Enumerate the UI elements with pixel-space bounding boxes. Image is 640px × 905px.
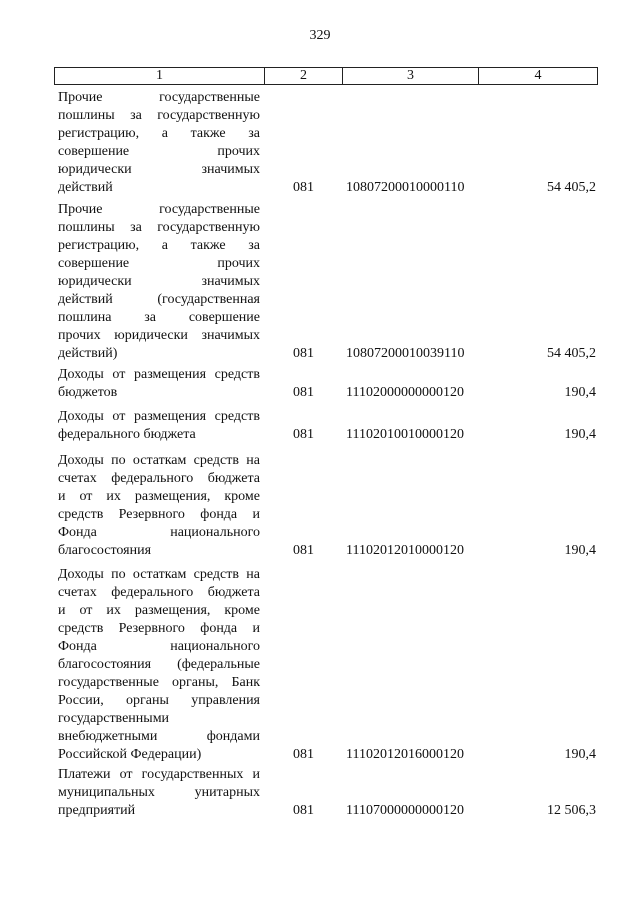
description-line: действий: [58, 180, 113, 195]
budget-code: 11102010010000120: [346, 427, 464, 442]
description-line: России, органы управления: [58, 693, 260, 708]
table-row: [58, 566, 596, 764]
description-line: счетах федерального бюджета: [58, 471, 260, 486]
description-line: Доходы по остаткам средств на: [58, 567, 260, 582]
admin-code: 081: [293, 803, 314, 818]
amount: 54 405,2: [547, 346, 596, 361]
description-line: государственными: [58, 711, 170, 726]
description-line: и от их размещения, кроме: [58, 489, 260, 504]
description-line: юридически значимых: [58, 274, 260, 289]
description-line: Фонда национального: [58, 525, 260, 540]
description-line: пошлина за совершение: [58, 310, 260, 325]
header-col-3: 3: [343, 68, 479, 84]
description-line: предприятий: [58, 803, 136, 818]
budget-code: 11107000000000120: [346, 803, 464, 818]
admin-code: 081: [293, 180, 314, 195]
budget-code: 11102012016000120: [346, 747, 464, 762]
description-line: регистрацию, а также за: [58, 238, 260, 253]
description-line: внебюджетными фондами: [58, 729, 260, 744]
admin-code: 081: [293, 747, 314, 762]
row-description: [58, 408, 260, 444]
table-row: [58, 766, 596, 820]
amount: 190,4: [564, 747, 596, 762]
description-line: пошлины за государственную: [58, 220, 260, 235]
admin-code: 081: [293, 385, 314, 400]
table-row: [58, 408, 596, 444]
amount: 190,4: [564, 543, 596, 558]
description-line: пошлины за государственную: [58, 108, 260, 123]
description-line: совершение прочих: [58, 144, 260, 159]
description-line: действий): [58, 346, 118, 361]
admin-code: 081: [293, 427, 314, 442]
header-col-4: 4: [534, 68, 542, 83]
admin-code: 081: [293, 346, 314, 361]
description-line: Платежи от государственных и: [58, 767, 260, 782]
table-row: [58, 366, 596, 402]
amount: 12 506,3: [547, 803, 596, 818]
description-line: средств Резервного фонда и: [58, 621, 260, 636]
description-line: действий (государственная: [58, 292, 260, 307]
description-line: Доходы по остаткам средств на: [58, 453, 260, 468]
description-line: благосостояния: [58, 543, 152, 558]
header-col-1: 1: [55, 68, 265, 84]
description-line: Доходы от размещения средств: [58, 367, 260, 382]
description-line: и от их размещения, кроме: [58, 603, 260, 618]
page-number: 329: [309, 28, 331, 43]
row-description: [58, 452, 260, 560]
row-description: [58, 766, 260, 820]
row-description: [58, 201, 260, 363]
description-line: юридически значимых: [58, 162, 260, 177]
admin-code: 081: [293, 543, 314, 558]
description-line: счетах федерального бюджета: [58, 585, 260, 600]
table-row: [58, 452, 596, 560]
description-line: Доходы от размещения средств: [58, 409, 260, 424]
table-row: [58, 201, 596, 363]
amount: 190,4: [564, 427, 596, 442]
header-col-2: 2: [265, 68, 343, 84]
description-line: Фонда национального: [58, 639, 260, 654]
budget-code: 10807200010039110: [346, 346, 465, 361]
description-line: государственные органы, Банк: [58, 675, 260, 690]
budget-code: 10807200010000110: [346, 180, 465, 195]
description-line: прочих юридически значимых: [58, 328, 260, 343]
table-header-row: [54, 67, 598, 85]
amount: 54 405,2: [547, 180, 596, 195]
description-line: благосостояния (федеральные: [58, 657, 260, 672]
description-line: Прочие государственные: [58, 90, 260, 105]
budget-code: 11102000000000120: [346, 385, 464, 400]
row-description: [58, 366, 260, 402]
description-line: Российской Федерации): [58, 747, 202, 762]
description-line: средств Резервного фонда и: [58, 507, 260, 522]
description-line: Прочие государственные: [58, 202, 260, 217]
budget-code: 11102012010000120: [346, 543, 464, 558]
row-description: [58, 566, 260, 764]
table-row: [58, 89, 596, 197]
row-description: [58, 89, 260, 197]
description-line: совершение прочих: [58, 256, 260, 271]
description-line: регистрацию, а также за: [58, 126, 260, 141]
description-line: бюджетов: [58, 385, 118, 400]
description-line: муниципальных унитарных: [58, 785, 260, 800]
description-line: федерального бюджета: [58, 427, 196, 442]
amount: 190,4: [564, 385, 596, 400]
